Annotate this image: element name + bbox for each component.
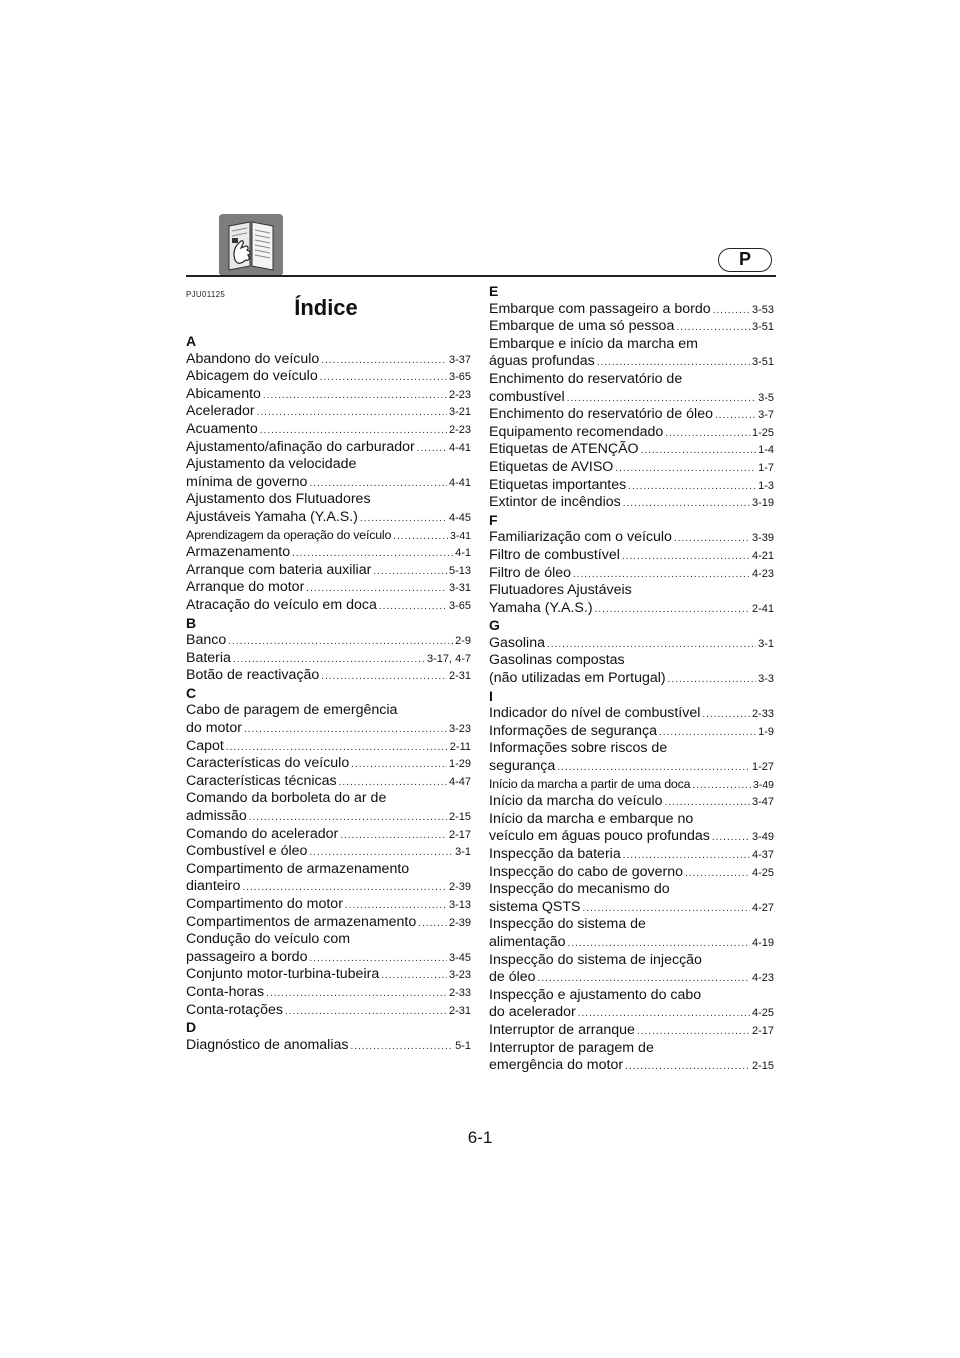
index-entry-continued xyxy=(186,861,471,879)
index-column-right xyxy=(489,283,774,1075)
dot-leader xyxy=(623,495,750,512)
index-entry xyxy=(186,896,471,914)
index-entry-text: combustível xyxy=(489,388,565,405)
index-entry-page: 3-41 xyxy=(449,529,471,542)
index-entry xyxy=(186,632,471,650)
index-entry-text: Abicamento xyxy=(186,385,261,402)
index-entry-text: Conta-horas xyxy=(186,983,265,1000)
dot-leader xyxy=(226,739,448,756)
index-entry-text: Combustível e óleo xyxy=(186,843,308,860)
index-entry-page: 1-25 xyxy=(751,426,774,439)
index-entry-page: 3-1 xyxy=(455,846,471,859)
dot-leader xyxy=(573,566,750,583)
index-entry-page: 2-33 xyxy=(448,986,471,999)
index-entry-text: Etiquetas de AVISO xyxy=(489,458,614,475)
index-entry-page: 3-21 xyxy=(448,406,471,419)
index-entry-text: Filtro de óleo xyxy=(489,564,572,581)
dot-leader xyxy=(244,721,447,738)
index-entry-text: Embarque com passageiro a bordo xyxy=(489,300,711,317)
index-column-left xyxy=(186,333,471,1054)
index-entry-page: 2-15 xyxy=(448,811,471,824)
index-entry-text: Arranque do motor xyxy=(186,579,305,596)
index-entry-page: 4-47 xyxy=(448,775,471,788)
index-entry-text: Comando do acelerador xyxy=(186,825,339,842)
index-entry-page: 4-19 xyxy=(751,936,774,949)
index-entry-text: Inspecção do sistema de xyxy=(489,916,646,933)
index-entry-continued xyxy=(489,881,774,899)
dot-leader xyxy=(665,425,750,442)
index-entry-page: 1-29 xyxy=(448,758,471,771)
index-entry-text: Familiarização com o veículo xyxy=(489,529,672,546)
language-badge: P xyxy=(718,248,772,272)
index-entry xyxy=(186,984,471,1002)
dot-leader xyxy=(260,422,447,439)
dot-leader xyxy=(659,724,756,741)
dot-leader xyxy=(615,460,756,477)
dot-leader xyxy=(306,580,447,597)
index-entry-continued xyxy=(489,371,774,389)
dot-leader xyxy=(257,404,447,421)
index-entry-text: Compartimento de armazenamento xyxy=(186,860,410,877)
index-entry xyxy=(489,758,774,776)
index-entry-page: 2-39 xyxy=(448,881,471,894)
index-entry-page: 3-13 xyxy=(448,899,471,911)
index-section-letter: G xyxy=(489,617,500,634)
index-entry-text: dianteiro xyxy=(186,878,241,895)
index-entry xyxy=(186,597,471,615)
index-entry-text: Flutuadores Ajustáveis xyxy=(489,582,632,599)
index-entry-page: 3-51 xyxy=(751,356,774,369)
dot-leader xyxy=(623,847,750,864)
index-entry-page: 4-27 xyxy=(751,901,774,914)
index-entry xyxy=(489,934,774,952)
index-entry xyxy=(489,301,774,319)
index-entry xyxy=(186,667,471,685)
index-entry-page: 4-25 xyxy=(751,866,774,879)
index-entry-page: 4-41 xyxy=(448,476,471,489)
index-entry-page: 2-31 xyxy=(448,1004,471,1017)
index-entry-text: Embarque e início da marcha em xyxy=(489,335,698,352)
index-entry xyxy=(489,424,774,442)
index-entry-text: Etiquetas importantes xyxy=(489,476,627,493)
index-entry-continued xyxy=(489,740,774,758)
index-entry xyxy=(489,600,774,618)
index-entry-text: Banco xyxy=(186,632,227,649)
index-entry-text: Aprendizagem da operação do veículo xyxy=(186,527,392,542)
index-entry-text: Yamaha (Y.A.S.) xyxy=(489,599,593,616)
dot-leader xyxy=(345,897,447,914)
dot-leader xyxy=(674,530,750,547)
index-entry xyxy=(489,793,774,811)
dot-leader xyxy=(309,475,447,492)
index-entry-page: 3-39 xyxy=(751,532,774,545)
index-entry-page: 3-17, 4-7 xyxy=(426,652,471,665)
index-entry-text: Extintor de incêndios xyxy=(489,494,621,511)
index-entry-page: 3-7 xyxy=(758,409,774,422)
index-entry-page: 2-31 xyxy=(448,670,471,683)
index-entry-text: emergência do motor xyxy=(489,1057,624,1074)
index-entry-continued xyxy=(186,491,471,509)
index-entry xyxy=(489,441,774,459)
index-entry-text: Início da marcha e embarque no xyxy=(489,810,694,827)
index-entry-text: passageiro a bordo xyxy=(186,948,308,965)
index-entry xyxy=(489,547,774,565)
index-entry-continued xyxy=(489,652,774,670)
index-entry-text: Interruptor de arranque xyxy=(489,1021,635,1038)
index-entry-text: sistema QSTS xyxy=(489,898,581,915)
index-entry-text: Gasolinas compostas xyxy=(489,652,625,669)
dot-leader xyxy=(321,668,447,685)
index-entry-text: Atracação do veículo em doca xyxy=(186,596,377,613)
dot-leader xyxy=(713,302,750,319)
index-entry xyxy=(489,828,774,846)
index-entry-text: Abandono do veículo xyxy=(186,350,320,367)
index-entry-page: 2-33 xyxy=(751,708,774,721)
index-entry-page: 4-23 xyxy=(751,972,774,985)
index-entry-text: Informações de segurança xyxy=(489,722,657,739)
index-entry xyxy=(186,755,471,773)
dot-leader xyxy=(266,985,447,1002)
dot-leader xyxy=(668,671,756,688)
index-entry xyxy=(186,738,471,756)
dot-leader xyxy=(702,706,750,723)
index-entry-continued xyxy=(489,987,774,1005)
index-entry-text: Conta-rotações xyxy=(186,1001,283,1018)
index-entry xyxy=(186,368,471,386)
dot-leader xyxy=(339,774,447,791)
index-entry xyxy=(489,477,774,495)
index-entry-continued xyxy=(489,916,774,934)
dot-leader xyxy=(321,352,447,369)
index-entry-text: veículo em águas pouco profundas xyxy=(489,828,710,845)
index-entry-text: Cabo de paragem de emergência xyxy=(186,702,398,719)
index-entry-text: Inspecção da bateria xyxy=(489,846,621,862)
index-entry-page: 1-7 xyxy=(758,461,774,474)
index-entry-page: 3-49 xyxy=(752,778,774,791)
index-entry xyxy=(186,966,471,984)
index-entry xyxy=(186,826,471,844)
dot-leader xyxy=(547,636,756,653)
dot-leader xyxy=(309,844,453,861)
index-entry-continued xyxy=(186,931,471,949)
index-entry xyxy=(186,720,471,738)
index-entry-page: 3-49 xyxy=(751,831,774,844)
index-entry-text: (não utilizadas em Portugal) xyxy=(489,670,666,687)
index-section-letter: B xyxy=(186,614,197,631)
index-entry xyxy=(186,509,471,527)
dot-leader xyxy=(309,950,447,967)
index-entry-continued xyxy=(489,336,774,354)
index-entry-text: Armazenamento xyxy=(186,544,291,561)
dot-leader xyxy=(676,319,750,336)
index-entry-page: 1-27 xyxy=(751,761,774,774)
index-entry-text: Início da marcha a partir de uma doca xyxy=(489,776,691,791)
index-entry-page: 5-13 xyxy=(448,564,471,577)
dot-leader xyxy=(692,777,751,794)
dot-leader xyxy=(637,1023,750,1040)
index-entry xyxy=(186,843,471,861)
index-entry xyxy=(186,562,471,580)
dot-leader xyxy=(578,1005,750,1022)
index-entry xyxy=(489,776,774,794)
dot-leader xyxy=(263,387,447,404)
index-entry-text: Compartimento do motor xyxy=(186,896,343,912)
index-entry-page: 1-3 xyxy=(758,479,774,492)
index-entry xyxy=(489,899,774,917)
index-entry-page: 3-37 xyxy=(448,353,471,366)
index-entry xyxy=(186,351,471,369)
index-entry xyxy=(186,403,471,421)
index-entry xyxy=(186,914,471,932)
dot-leader xyxy=(712,829,750,846)
index-entry-continued xyxy=(489,952,774,970)
dot-leader xyxy=(641,442,757,459)
index-entry-text: Inspecção do mecanismo do xyxy=(489,881,670,898)
index-entry-text: Embarque de uma só pessoa xyxy=(489,318,675,335)
index-entry-page: 4-45 xyxy=(448,511,471,524)
dot-leader xyxy=(557,759,750,776)
index-entry xyxy=(489,565,774,583)
dot-leader xyxy=(228,633,453,650)
dot-leader xyxy=(715,407,756,424)
dot-leader xyxy=(379,598,447,615)
index-entry-page: 2-23 xyxy=(448,388,471,401)
dot-leader xyxy=(418,915,447,932)
dot-leader xyxy=(568,935,750,952)
index-entry xyxy=(186,650,471,668)
index-entry-page: 2-39 xyxy=(448,916,471,929)
index-entry-page: 2-17 xyxy=(751,1024,774,1037)
index-entry-page: 3-47 xyxy=(751,796,774,809)
index-entry xyxy=(489,705,774,723)
index-entry xyxy=(186,808,471,826)
index-entry-text: Comando da borboleta do ar de xyxy=(186,790,387,807)
manual-book-icon xyxy=(219,214,283,276)
index-entry xyxy=(489,1004,774,1022)
index-entry xyxy=(489,1022,774,1040)
index-entry-text: Ajustamento dos Flutuadores xyxy=(186,491,371,508)
index-entry-continued xyxy=(186,790,471,808)
index-entry-page: 2-41 xyxy=(751,602,774,615)
index-entry-page: 3-51 xyxy=(751,321,774,334)
index-entry xyxy=(186,878,471,896)
dot-leader xyxy=(292,545,453,562)
index-entry xyxy=(489,318,774,336)
index-entry-text: do motor xyxy=(186,720,242,737)
index-entry-text: Acelerador xyxy=(186,403,255,420)
index-entry xyxy=(186,386,471,404)
index-entry xyxy=(186,474,471,492)
index-entry-page: 2-15 xyxy=(751,1060,774,1073)
index-section-letter: D xyxy=(186,1019,197,1036)
dot-leader xyxy=(582,900,750,917)
index-entry-page: 1-9 xyxy=(758,725,774,738)
dot-leader xyxy=(625,1058,750,1075)
index-entry-continued xyxy=(489,1040,774,1058)
index-entry-text: Inspecção e ajustamento do cabo xyxy=(489,986,702,1003)
index-entry-text: admissão xyxy=(186,808,247,825)
index-entry-text: Filtro de combustível xyxy=(489,546,620,563)
index-entry-page: 1-4 xyxy=(758,444,774,457)
index-entry xyxy=(186,579,471,597)
index-entry-text: Enchimento do reservatório de óleo xyxy=(489,406,713,423)
index-entry-page: 2-9 xyxy=(455,635,471,648)
dot-leader xyxy=(538,970,750,987)
index-entry-text: Características técnicas xyxy=(186,772,337,789)
dot-leader xyxy=(351,756,447,773)
index-entry-text: Capot xyxy=(186,737,224,754)
index-entry xyxy=(489,846,774,864)
index-entry-text: Etiquetas de ATENÇÃO xyxy=(489,441,639,458)
page-title: Índice xyxy=(294,295,358,320)
index-entry-text: segurança xyxy=(489,758,556,775)
index-entry xyxy=(489,459,774,477)
index-entry-text: Bateria xyxy=(186,649,231,666)
index-entry-continued xyxy=(186,456,471,474)
index-entry-text: Equipamento recomendado xyxy=(489,423,664,440)
index-entry-text: Condução do veículo com xyxy=(186,931,351,948)
page-number: 6-1 xyxy=(467,1128,493,1147)
index-entry xyxy=(489,864,774,882)
index-entry-text: Diagnóstico de anomalias xyxy=(186,1036,349,1053)
index-entry-text: Inspecção do sistema de injecção xyxy=(489,951,702,968)
index-entry-text: Conjunto motor-turbina-tubeira xyxy=(186,966,380,983)
index-entry-text: Indicador do nível de combustível xyxy=(489,705,701,722)
index-entry-text: Arranque com bateria auxiliar xyxy=(186,561,372,578)
index-entry-text: Ajustáveis Yamaha (Y.A.S.) xyxy=(186,508,358,525)
dot-leader xyxy=(360,510,447,527)
index-entry xyxy=(186,544,471,562)
index-entry xyxy=(489,389,774,407)
index-entry-page: 3-5 xyxy=(758,391,774,404)
index-entry-page: 3-31 xyxy=(448,582,471,595)
dot-leader xyxy=(373,563,447,580)
index-entry-page: 4-25 xyxy=(751,1007,774,1020)
index-entry-page: 3-65 xyxy=(448,371,471,384)
index-entry xyxy=(489,529,774,547)
index-entry xyxy=(489,406,774,424)
dot-leader xyxy=(350,1038,453,1055)
index-entry-page: 4-41 xyxy=(448,441,471,454)
index-entry-page: 2-17 xyxy=(448,828,471,841)
index-entry-page: 4-1 xyxy=(455,547,471,560)
index-entry-text: Inspecção do cabo de governo xyxy=(489,863,684,880)
index-entry-text: Ajustamento/afinação do carburador xyxy=(186,438,415,455)
index-entry-text: Início da marcha do veículo xyxy=(489,793,663,810)
index-entry-continued xyxy=(186,702,471,720)
index-entry xyxy=(489,670,774,688)
index-entry-page: 3-19 xyxy=(751,497,774,510)
index-entry-text: Compartimentos de armazenamento xyxy=(186,913,417,930)
index-entry-page: 3-45 xyxy=(448,951,471,964)
index-entry-text: do acelerador xyxy=(489,1004,576,1021)
dot-leader xyxy=(567,390,756,407)
index-section-letter: F xyxy=(489,511,498,528)
index-section-letter: E xyxy=(489,283,499,299)
index-entry-text: Acuamento xyxy=(186,420,258,437)
index-entry-page: 3-53 xyxy=(751,303,774,316)
index-entry xyxy=(186,527,471,545)
index-entry-page: 3-23 xyxy=(448,969,471,982)
index-entry xyxy=(186,439,471,457)
index-entry-page: 3-65 xyxy=(448,599,471,612)
index-entry-text: Gasolina xyxy=(489,634,545,651)
index-entry-text: Botão de reactivação xyxy=(186,667,320,684)
index-entry xyxy=(489,494,774,512)
index-entry xyxy=(186,1002,471,1020)
dot-leader xyxy=(665,794,750,811)
index-entry-page: 2-23 xyxy=(448,423,471,436)
index-entry-page: 4-37 xyxy=(751,849,774,861)
dot-leader xyxy=(285,1003,447,1020)
index-section-letter: C xyxy=(186,684,197,701)
index-entry xyxy=(489,723,774,741)
index-entry-continued xyxy=(489,811,774,829)
index-section-letter: I xyxy=(489,687,493,704)
index-entry-text: mínima de governo xyxy=(186,473,308,490)
index-entry-text: águas profundas xyxy=(489,353,595,370)
index-entry xyxy=(186,1037,471,1055)
index-entry xyxy=(186,949,471,967)
index-entry-text: Ajustamento da velocidade xyxy=(186,456,357,473)
index-entry xyxy=(489,353,774,371)
index-entry xyxy=(186,421,471,439)
index-section-letter: A xyxy=(186,333,197,349)
index-entry xyxy=(186,773,471,791)
index-entry xyxy=(489,1057,774,1075)
dot-leader xyxy=(417,440,447,457)
dot-leader xyxy=(685,865,750,882)
index-entry-text: Abicagem do veículo xyxy=(186,368,318,385)
dot-leader xyxy=(597,354,750,371)
dot-leader xyxy=(381,967,447,984)
dot-leader xyxy=(233,651,425,668)
index-entry-page: 3-3 xyxy=(758,673,774,686)
dot-leader xyxy=(393,528,448,545)
dot-leader xyxy=(242,879,447,896)
index-entry-text: Enchimento do reservatório de xyxy=(489,370,683,387)
index-entry-text: Interruptor de paragem de xyxy=(489,1039,654,1056)
index-entry-page: 3-23 xyxy=(448,723,471,736)
dot-leader xyxy=(595,601,750,618)
index-entry-page: 3-1 xyxy=(758,637,774,650)
index-entry-text: Informações sobre riscos de xyxy=(489,740,668,757)
index-entry-page: 4-23 xyxy=(751,567,774,580)
index-entry-page: 4-21 xyxy=(751,549,774,562)
dot-leader xyxy=(249,809,447,826)
index-entry-text: Características do veículo xyxy=(186,755,350,772)
dot-leader xyxy=(622,548,750,565)
index-entry xyxy=(489,969,774,987)
book-hand-icon xyxy=(219,214,283,276)
index-entry-page: 5-1 xyxy=(455,1039,471,1052)
index-entry-continued xyxy=(489,582,774,600)
index-entry xyxy=(489,635,774,653)
index-entry-text: de óleo xyxy=(489,969,536,986)
index-entry-page: 2-11 xyxy=(449,740,471,753)
dot-leader xyxy=(340,827,447,844)
header-rule xyxy=(186,275,776,277)
dot-leader xyxy=(628,478,756,495)
document-code: PJU01125 xyxy=(186,290,226,299)
index-entry-text: alimentação xyxy=(489,933,566,950)
dot-leader xyxy=(320,369,447,386)
